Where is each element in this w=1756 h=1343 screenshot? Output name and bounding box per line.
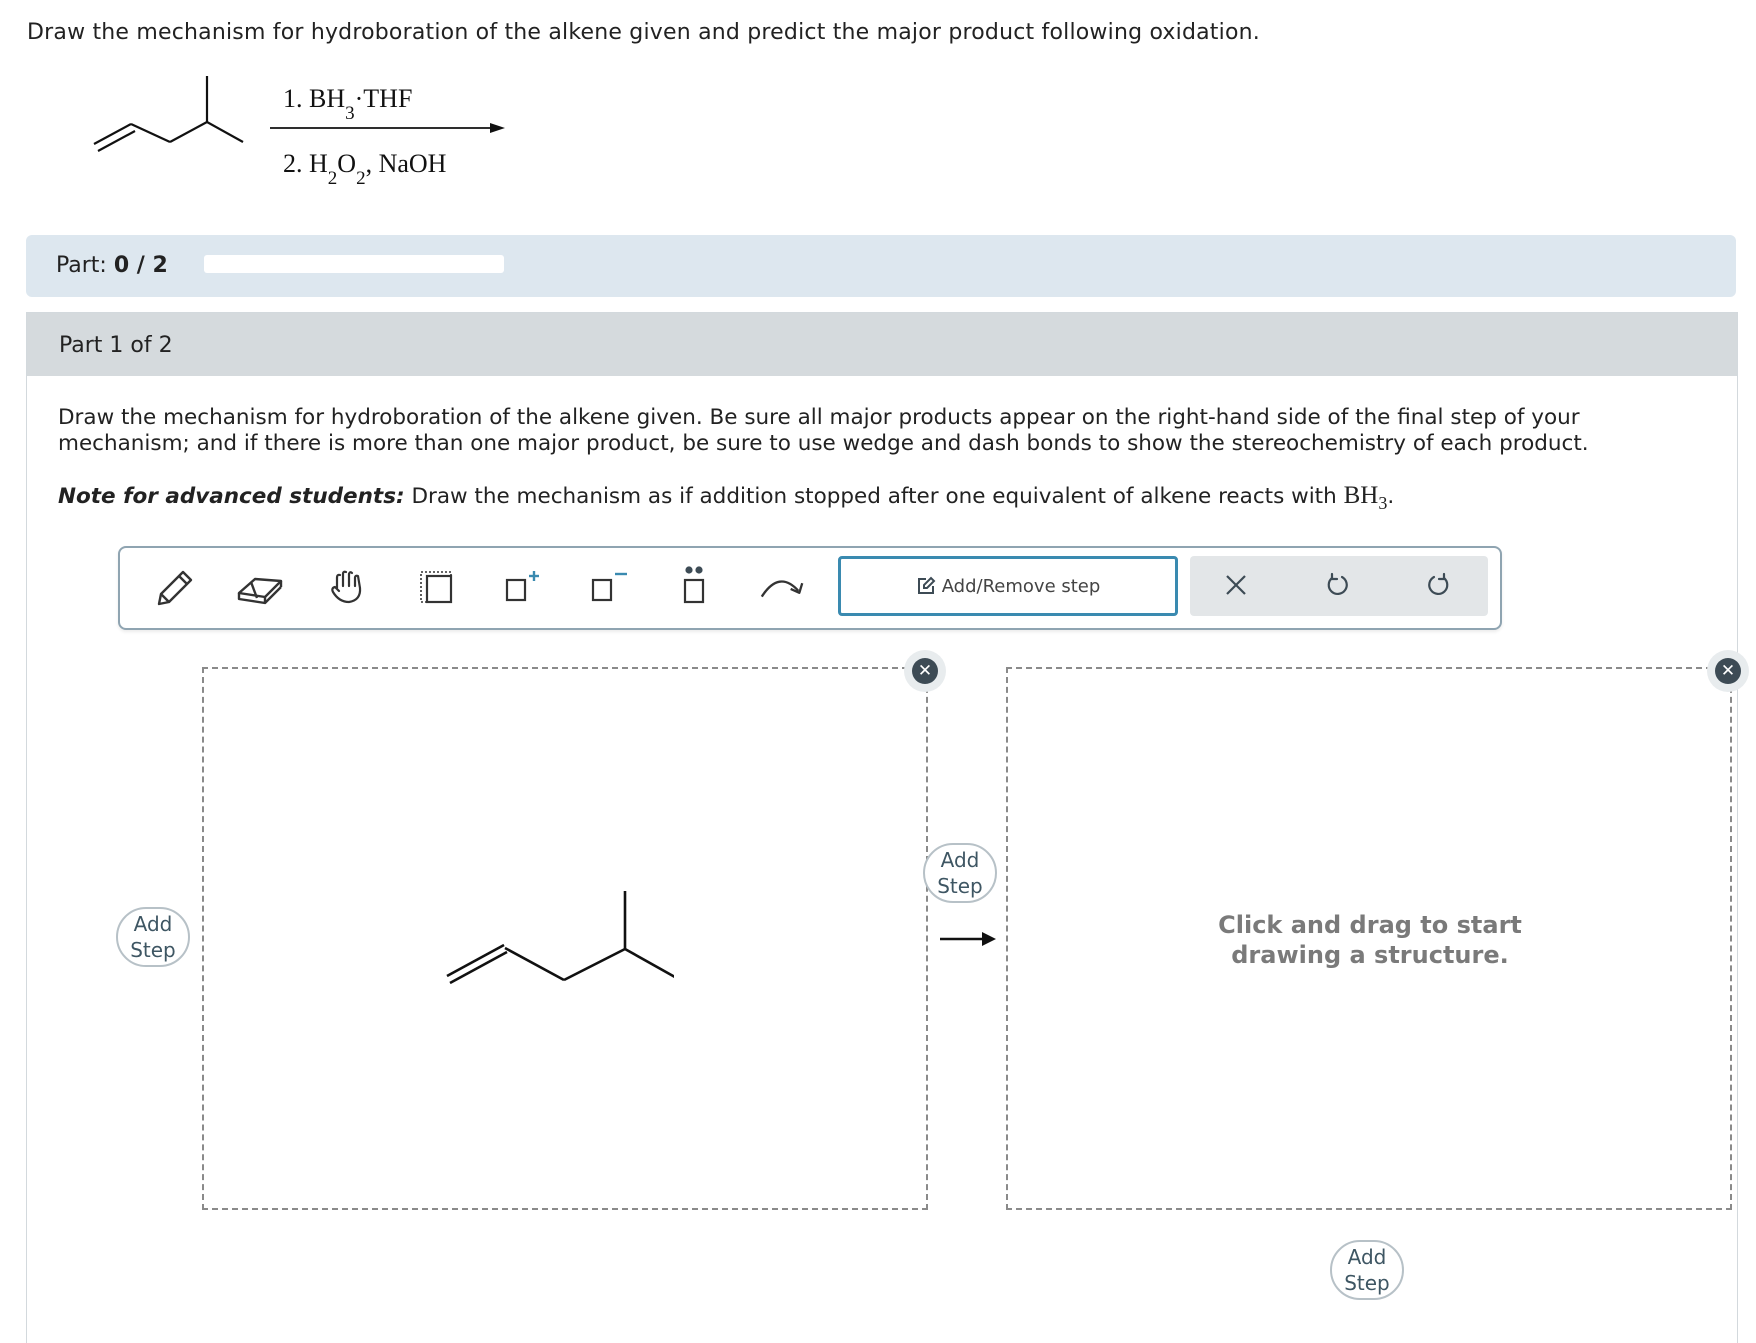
note-period: . xyxy=(1387,484,1395,509)
advanced-note xyxy=(58,482,1394,514)
drawing-toolbar xyxy=(118,546,1502,630)
part-header-label: Part 1 of 2 xyxy=(59,333,173,358)
mechanism-step-1-canvas[interactable] xyxy=(202,667,928,1210)
toolbar-actions xyxy=(1190,556,1488,616)
part-label-text: Part: xyxy=(56,253,107,278)
delete-step-1-button[interactable] xyxy=(904,650,946,692)
add-remove-step-button[interactable] xyxy=(838,556,1178,616)
undo-icon[interactable] xyxy=(1312,560,1364,610)
note-bold-label: Note for advanced students: xyxy=(58,484,405,509)
part-progress-bar xyxy=(26,235,1736,297)
close-icon: ✕ xyxy=(1715,658,1741,684)
edit-icon xyxy=(916,576,936,596)
eraser-icon[interactable] xyxy=(234,562,286,612)
alkene-structure[interactable] xyxy=(444,879,674,989)
reaction-scheme xyxy=(80,62,520,202)
reaction-arrow-head xyxy=(490,123,505,133)
starting-alkene-structure xyxy=(94,76,243,151)
progress-track xyxy=(204,255,504,273)
add-step-after-button[interactable]: Add Step xyxy=(1330,1240,1404,1300)
curved-arrow-icon[interactable] xyxy=(756,562,808,612)
close-icon: ✕ xyxy=(912,658,938,684)
redo-icon[interactable] xyxy=(1412,560,1464,610)
instructions-text: Draw the mechanism for hydroboration of the alkene given. Be sure all major products appear on the right-hand side of the final step of your mechanism; and if there is more than one major product, be sure to use wedge and dash bonds to show the stereochemistry of each product. xyxy=(58,405,1589,456)
add-step-before-button[interactable]: Add Step xyxy=(116,907,190,967)
lone-pair-icon[interactable] xyxy=(668,562,720,612)
add-charge-icon[interactable] xyxy=(496,562,548,612)
canvas-placeholder xyxy=(1200,910,1540,970)
part-header xyxy=(27,313,1737,376)
reagent-step-1: 1. $BH_3\cdot THF$ xyxy=(283,84,413,124)
note-reagent: $BH_3$ xyxy=(1343,482,1388,513)
reagent-step-2: 2. $H_2O_2$, NaOH xyxy=(283,149,447,189)
placeholder-line-2: drawing a structure. xyxy=(1231,941,1509,969)
delete-step-2-button[interactable] xyxy=(1707,650,1749,692)
step-arrow-icon xyxy=(938,927,998,951)
pencil-icon[interactable] xyxy=(148,562,200,612)
add-step-between-button[interactable]: Add Step xyxy=(923,843,997,903)
remove-charge-icon[interactable] xyxy=(582,562,634,612)
select-box-icon[interactable] xyxy=(410,562,462,612)
add-remove-step-label: Add/Remove step xyxy=(941,575,1101,597)
part-progress-label xyxy=(56,253,168,278)
hand-icon[interactable] xyxy=(322,562,374,612)
clear-icon[interactable] xyxy=(1210,560,1262,610)
note-text: Draw the mechanism as if addition stopped after one equivalent of alkene reacts with xyxy=(411,484,1337,509)
placeholder-line-1: Click and drag to start xyxy=(1218,911,1522,939)
part-progress-count: 0 / 2 xyxy=(113,253,168,278)
question-text: Draw the mechanism for hydroboration of the alkene given and predict the major product following oxidation. xyxy=(27,20,1260,45)
